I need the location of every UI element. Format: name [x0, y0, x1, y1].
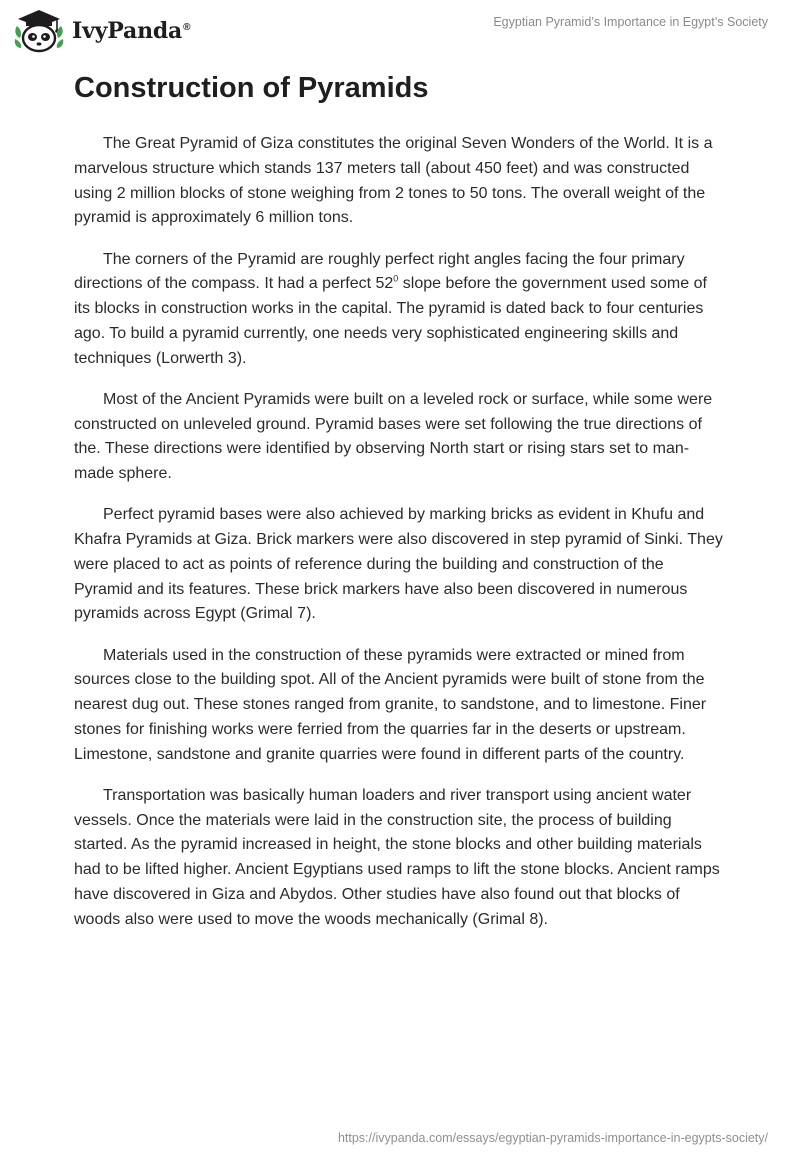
paragraph-text: slope before the government used some of its blocks in construction works in the capital. The pyramid is dated back to four centuries ago. To build a pyramid currently, one needs very sophisticated engineering skills and techniques (Lorwerth 3). [74, 275, 707, 367]
paragraph: The Great Pyramid of Giza constitutes the original Seven Wonders of the World. It is a marvelous structure which stands 137 meters tall (about 450 feet) and was constructed using 2 million blocks of stone weighing from 2 tones to 50 tons. The overall weight of the pyramid is approximately 6 million tons. [74, 135, 713, 227]
ivypanda-logo[interactable] [14, 8, 190, 54]
paragraph-text: The corners of the Pyramid are roughly perfect right angles facing the four primary directions of the compass. It had a perfect 52 [74, 250, 685, 293]
paragraph: Transportation was basically human loaders and river transport using ancient water vessels. Once the materials were laid in the construction site, the process of building started. As the pyramid increased in height, the stone blocks and other building materials had to be lifted higher. Ancient Egyptians used ramps to lift the stone blocks. Ancient ramps have discovered in Giza and Abydos. Other studies have also found out that blocks of woods also were used to move the woods mechanically (Grimal 8). [74, 786, 720, 928]
page-header [0, 0, 800, 60]
page-title: Construction of Pyramids [74, 72, 429, 104]
essay-body [74, 132, 726, 949]
panda-graduate-logo-icon [14, 8, 64, 54]
source-url-link[interactable]: https://ivypanda.com/essays/egyptian-pyramids-importance-in-egypts-society/ [337, 1131, 768, 1145]
paragraph: Perfect pyramid bases were also achieved by marking bricks as evident in Khufu and Khafra Pyramids at Giza. Brick markers were also discovered in step pyramid of Sinki. They were placed to act as points of reference during the building and construction of the Pyramid and its features. These brick markers have also been discovered in numerous pyramids across Egypt (Grimal 7). [74, 506, 723, 623]
logo-name: IvyPanda [72, 18, 183, 44]
essay-header-title: Egyptian Pyramid’s Importance in Egypt’s Society [493, 15, 768, 29]
paragraph [74, 248, 726, 372]
degree-superscript: 0 [393, 273, 399, 284]
paragraph: Most of the Ancient Pyramids were built on a leveled rock or surface, while some were constructed on unleveled ground. Pyramid bases were set following the true directions of the. These directions were identified by observing North start or rising stars set to man-made sphere. [74, 390, 713, 482]
paragraph: Materials used in the construction of these pyramids were extracted or mined from sources close to the building spot. All of the Ancient pyramids were built of stone from the nearest dug out. These stones ranged from granite, to sandstone, and to limestone. Finer stones for finishing works were ferried from the quarries far in the deserts or upstream. Limestone, sandstone and granite quarries were found in different parts of the country. [74, 646, 707, 763]
registered-mark: ® [183, 21, 191, 33]
logo-wordmark [72, 18, 190, 44]
